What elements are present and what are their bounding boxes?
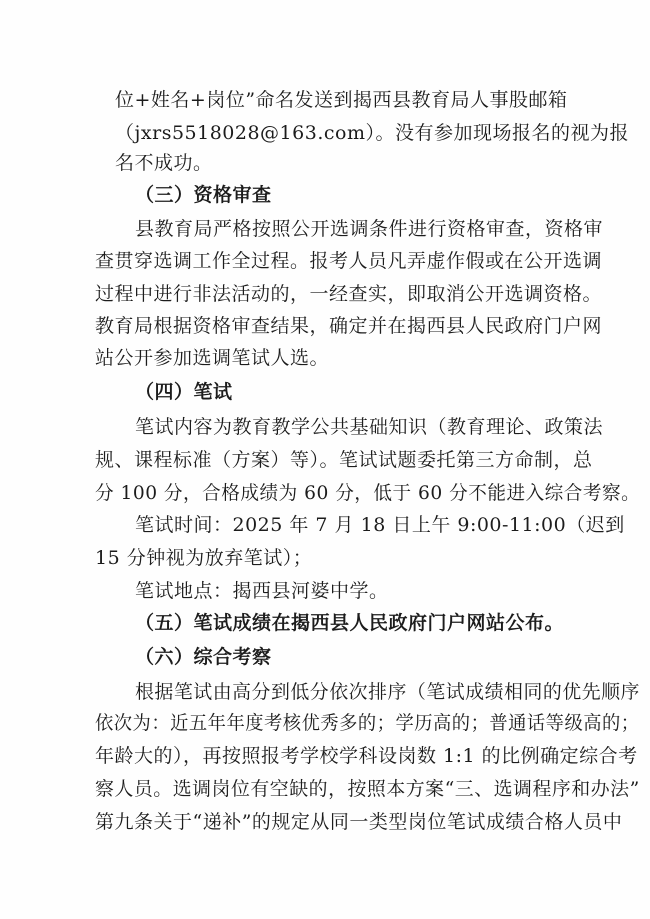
text-line: 年龄大的），再按照报考学校学科设岗数 1:1 的比例确定综合考: [95, 745, 638, 767]
text-line: 笔试内容为教育教学公共基础知识（教育理论、政策法: [135, 416, 604, 438]
text-line: 笔试地点：揭西县河婆中学。: [135, 580, 389, 602]
text-line: 位+姓名+岗位”命名发送到揭西县教育局人事股邮箱: [115, 89, 568, 111]
text-line: 查贯穿选调工作全过程。报考人员凡弄虚作假或在公开选调: [95, 250, 603, 272]
section-heading: （四）笔试: [135, 381, 233, 403]
text-line: 第九条关于“递补”的规定从同一类型岗位笔试成绩合格人员中: [95, 811, 623, 833]
text-line: 过程中进行非法活动的，一经查实，即取消公开选调资格。: [95, 283, 603, 305]
text-line: 根据笔试由高分到低分依次排序（笔试成绩相同的优先顺序: [135, 681, 640, 703]
text-line: （jxrs5518028@163.com）。没有参加现场报名的视为报: [115, 122, 629, 144]
text-line: 县教育局严格按照公开选调条件进行资格审查，资格审: [135, 218, 604, 240]
text-line: 教育局根据资格审查结果，确定并在揭西县人民政府门户网: [95, 315, 603, 337]
text-line: 笔试时间：2025 年 7 月 18 日上午 9:00-11:00（迟到: [135, 514, 625, 536]
text-line: 名不成功。: [115, 152, 213, 174]
section-heading: （五）笔试成绩在揭西县人民政府门户网站公布。: [135, 612, 565, 634]
text-line: 依次为：近五年年度考核优秀多的；学历高的；普通话等级高的；: [95, 712, 640, 734]
section-heading: （三）资格审查: [135, 184, 272, 206]
text-line: 分 100 分，合格成绩为 60 分，低于 60 分不能进入综合考察。: [95, 482, 641, 504]
text-line: 站公开参加选调笔试人选。: [95, 347, 330, 369]
text-line: 15 分钟视为放弃笔试）；: [95, 547, 313, 569]
text-line: 察人员。选调岗位有空缺的，按照本方案“三、选调程序和办法”: [95, 778, 640, 800]
text-line: 规、课程标准（方案）等）。笔试试题委托第三方命制，总: [95, 449, 593, 471]
section-heading: （六）综合考察: [135, 646, 272, 668]
